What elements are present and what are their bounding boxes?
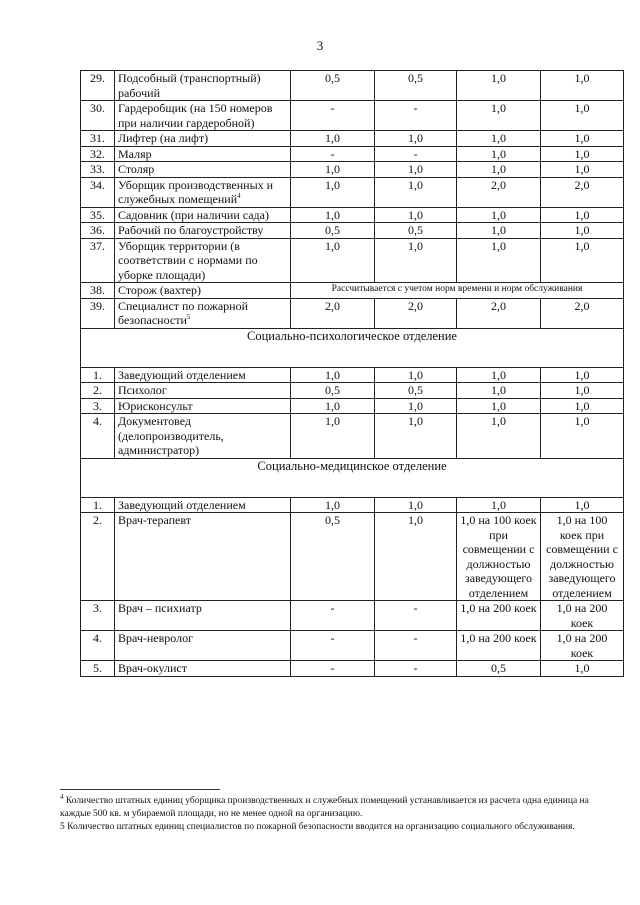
position-name-text: Врач-терапевт (118, 513, 191, 527)
row-number: 2. (81, 383, 115, 399)
table-row (81, 383, 624, 399)
value-cell: 1,0 (375, 513, 457, 601)
value-cell: 1,0 (291, 238, 375, 283)
table-row (81, 223, 624, 239)
position-name-text: Садовник (при наличии сада) (118, 207, 269, 222)
position-name-text: Лифтер (на лифт) (118, 131, 209, 145)
row-number: 2. (81, 513, 115, 601)
value-cell: 0,5 (375, 383, 457, 399)
position-name (115, 131, 291, 147)
table-row (81, 101, 624, 131)
table-row (81, 497, 624, 513)
row-number: 3. (81, 601, 115, 631)
value-cell: 1,0 на 200 коек (541, 631, 624, 661)
value-cell: 0,5 (291, 513, 375, 601)
value-cell: 0,5 (375, 71, 457, 101)
position-name-text: Врач-невролог (118, 631, 194, 645)
table-row (81, 631, 624, 661)
row-number: 4. (81, 414, 115, 459)
table-row (81, 177, 624, 207)
value-cell: 0,5 (291, 383, 375, 399)
table-row (81, 414, 624, 459)
value-cell: 1,0 на 200 коек (541, 601, 624, 631)
value-cell: 1,0 (291, 207, 375, 223)
position-name (115, 414, 291, 459)
table-row (81, 513, 624, 601)
position-name-text: Специалист по пожарной безопасности (118, 298, 249, 327)
value-cell: 1,0 на 100 коек при совмещении с должностью заведующего отделением (541, 513, 624, 601)
value-cell: 1,0 (457, 367, 541, 383)
value-cell: 1,0 (291, 497, 375, 513)
section-heading-medical (81, 458, 624, 497)
value-cell: 1,0 (457, 71, 541, 101)
position-name (115, 207, 291, 223)
value-cell: 1,0 (375, 162, 457, 178)
position-name (115, 367, 291, 383)
value-cell: 1,0 (375, 398, 457, 414)
value-cell: - (291, 146, 375, 162)
row-number: 4. (81, 631, 115, 661)
value-cell: 1,0 (291, 162, 375, 178)
value-cell: - (291, 661, 375, 677)
value-cell: - (375, 631, 457, 661)
value-cell: 0,5 (291, 223, 375, 239)
value-cell: - (375, 101, 457, 131)
table-row (81, 398, 624, 414)
table-row (81, 367, 624, 383)
table-section-medical (81, 497, 624, 676)
row-number: 32. (81, 146, 115, 162)
section-title-psychology: Социально-психологическое отделение (81, 328, 624, 367)
row-number: 29. (81, 71, 115, 101)
value-cell: - (375, 601, 457, 631)
position-name-text: Рабочий по благоустройству (118, 223, 264, 237)
row-number: 1. (81, 367, 115, 383)
merged-note: Рассчитывается с учетом норм времени и норм обслуживания (291, 283, 624, 299)
value-cell: 1,0 (541, 207, 624, 223)
value-cell: 1,0 (375, 497, 457, 513)
table-row (81, 601, 624, 631)
value-cell: 1,0 (541, 383, 624, 399)
table-section-psychology (81, 367, 624, 458)
position-name-text: Гардеробщик (на 150 номеров при наличии гардеробной) (118, 101, 273, 130)
position-name (115, 162, 291, 178)
table-row (81, 238, 624, 283)
position-name-text: Заведующий отделением (118, 367, 246, 382)
position-name (115, 601, 291, 631)
value-cell: 1,0 (375, 414, 457, 459)
row-number: 36. (81, 223, 115, 239)
value-cell: 2,0 (291, 298, 375, 328)
position-name-text: Врач-окулист (118, 661, 187, 675)
value-cell: 2,0 (375, 298, 457, 328)
row-number: 1. (81, 497, 115, 513)
value-cell: 1,0 (375, 177, 457, 207)
position-name-text: Столяр (118, 162, 155, 176)
table-row (81, 283, 624, 299)
table-row (81, 661, 624, 677)
position-name-text: Сторож (вахтер) (118, 283, 202, 297)
value-cell: 1,0 (457, 101, 541, 131)
value-cell: 1,0 (541, 71, 624, 101)
position-name (115, 497, 291, 513)
value-cell: 1,0 (457, 238, 541, 283)
position-name-text: Юрисконсульт (118, 398, 193, 413)
table-row (81, 162, 624, 178)
row-number: 3. (81, 398, 115, 414)
value-cell: 1,0 на 200 коек (457, 631, 541, 661)
value-cell: 0,5 (457, 661, 541, 677)
row-number: 39. (81, 298, 115, 328)
value-cell: 1,0 (291, 367, 375, 383)
value-cell: 0,5 (375, 223, 457, 239)
value-cell: 1,0 (457, 414, 541, 459)
position-name-text: Психолог (118, 383, 167, 397)
value-cell: 1,0 (541, 146, 624, 162)
value-cell: 2,0 (457, 177, 541, 207)
footnote-4-mark: 4 (60, 792, 64, 801)
row-number: 35. (81, 207, 115, 223)
table-row (81, 207, 624, 223)
footnote-4-text: Количество штатных единиц уборщика производственных и служебных помещений устанавливается из расчета одна единица на каждые 500 кв. м убираемой площади, но не менее одной на организацию. (60, 796, 589, 819)
position-name (115, 238, 291, 283)
table-row (81, 131, 624, 147)
position-name (115, 101, 291, 131)
value-cell: 1,0 (457, 383, 541, 399)
value-cell: 2,0 (457, 298, 541, 328)
position-name-text: Документовед (делопроизводитель, администратор) (118, 414, 224, 457)
table-section-general (81, 71, 624, 329)
value-cell: 1,0 (541, 162, 624, 178)
value-cell: 2,0 (541, 298, 624, 328)
value-cell: 1,0 (291, 398, 375, 414)
value-cell: - (291, 631, 375, 661)
value-cell: 1,0 (541, 238, 624, 283)
position-name (115, 513, 291, 601)
row-number: 30. (81, 101, 115, 131)
value-cell: 1,0 (541, 414, 624, 459)
value-cell: 1,0 (375, 131, 457, 147)
value-cell: - (291, 101, 375, 131)
row-number: 38. (81, 283, 115, 299)
value-cell: 1,0 (457, 162, 541, 178)
value-cell: 1,0 (375, 238, 457, 283)
staffing-table (80, 70, 624, 677)
section-heading-psychology (81, 328, 624, 367)
value-cell: 1,0 (541, 101, 624, 131)
position-name (115, 177, 291, 207)
position-name-text: Заведующий отделением (118, 497, 246, 512)
footnote-5 (60, 821, 600, 834)
row-number: 33. (81, 162, 115, 178)
position-name (115, 398, 291, 414)
position-name (115, 383, 291, 399)
value-cell: 2,0 (541, 177, 624, 207)
value-cell: 1,0 (457, 131, 541, 147)
value-cell: 1,0 (457, 207, 541, 223)
footnote-4 (60, 792, 600, 821)
table-row (81, 146, 624, 162)
value-cell: 1,0 на 200 коек (457, 601, 541, 631)
row-number: 34. (81, 177, 115, 207)
value-cell: 1,0 (457, 223, 541, 239)
value-cell: 1,0 (375, 367, 457, 383)
value-cell: 1,0 (457, 146, 541, 162)
position-name (115, 298, 291, 328)
value-cell: - (375, 661, 457, 677)
value-cell: 1,0 (541, 497, 624, 513)
value-cell: - (291, 601, 375, 631)
footnote-5-text: 5 Количество штатных единиц специалистов по пожарной безопасности вводится на организацию социального обслуживания. (60, 822, 575, 832)
position-name (115, 283, 291, 299)
value-cell: 1,0 (457, 398, 541, 414)
page-number: 3 (316, 38, 324, 53)
value-cell: 1,0 (541, 661, 624, 677)
value-cell: 1,0 (457, 497, 541, 513)
value-cell: 1,0 (375, 207, 457, 223)
position-name-text: Уборщик производственных и служебных помещений (118, 177, 274, 206)
row-number: 31. (81, 131, 115, 147)
footnote-ref: 5 (186, 313, 191, 321)
row-number: 37. (81, 238, 115, 283)
position-name (115, 631, 291, 661)
value-cell: 1,0 (291, 131, 375, 147)
value-cell: 1,0 (541, 223, 624, 239)
table-row (81, 71, 624, 101)
value-cell: 1,0 (541, 131, 624, 147)
position-name (115, 223, 291, 239)
position-name-text: Подсобный (транспортный) рабочий (118, 71, 261, 100)
value-cell: 1,0 (291, 177, 375, 207)
position-name-text: Маляр (118, 146, 152, 161)
position-name-text: Врач – психиатр (118, 601, 202, 615)
value-cell: 1,0 (541, 398, 624, 414)
value-cell: 1,0 (291, 414, 375, 459)
position-name (115, 661, 291, 677)
value-cell: 0,5 (291, 71, 375, 101)
position-name (115, 146, 291, 162)
value-cell: - (375, 146, 457, 162)
position-name-text: Уборщик территории (в соответствии с нормами по уборке площади) (118, 238, 258, 282)
value-cell: 1,0 (541, 367, 624, 383)
footnote-ref: 4 (237, 192, 241, 200)
footnote-separator (60, 789, 220, 790)
value-cell: 1,0 на 100 коек при совмещении с должностью заведующего отделением (457, 513, 541, 601)
row-number: 5. (81, 661, 115, 677)
section-title-medical: Социально-медицинское отделение (81, 458, 624, 497)
position-name (115, 71, 291, 101)
table-row (81, 298, 624, 328)
